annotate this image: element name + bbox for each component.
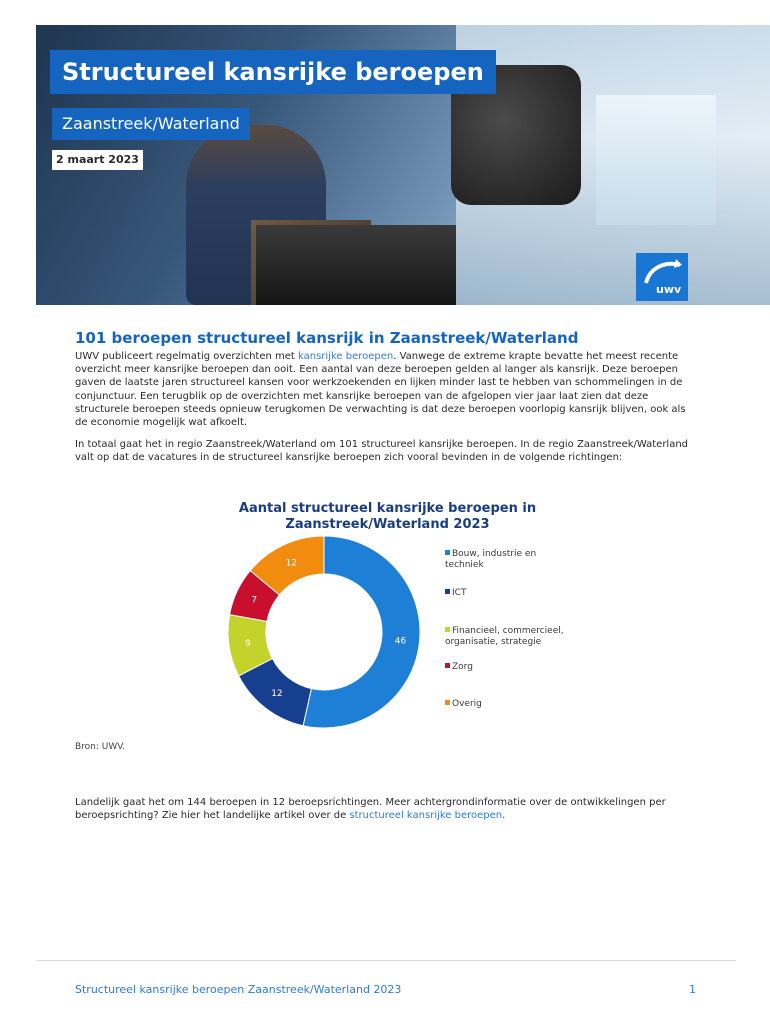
footer-title: Structureel kansrijke beroepen Zaanstreek/Waterland 2023 (75, 983, 402, 996)
region-label: Zaanstreek/Waterland (52, 108, 250, 140)
region-paragraph: In totaal gaat het in regio Zaanstreek/Waterland om 101 structureel kansrijke beroepen. In de regio Zaanstreek/Waterland valt op dat de vacatures in de structureel kansrijke beroepen zich vooral bevinden in de volgende richtingen: (75, 439, 689, 464)
legend-swatch (445, 700, 450, 705)
page-number: 1 (689, 983, 696, 996)
donut-chart (227, 540, 427, 724)
page-title: Structureel kansrijke beroepen (50, 50, 496, 94)
slice-value-label: 12 (271, 688, 283, 699)
slice-value-label: 12 (285, 558, 298, 569)
legend-item-zorg: Zorg (445, 662, 565, 673)
intro-paragraph: UWV publiceert regelmatig overzichten met kansrijke beroepen. Vanwege de extreme krapte bevatte het meest recente overzicht meer kansrijke beroepen dan ooit. Een aantal van deze beroepen gelden al langer als kansrijk. Deze beroepen gaven de laatste jaren structureel kansen voor werkzoekenden en lijken minder last te hebben van schommelingen in de conjunctuur. Een terugblik op de overzichten met kansrijke beroepen van de afgelopen vier jaar laat zien dat deze structurele beroepen steeds opnieuw terugkomen De verwachting is dat deze beroepen voorlopig kansrijk blijven, ook als de economie mogelijk wat afkoelt. (75, 351, 686, 429)
publication-date: 2 maart 2023 (52, 150, 143, 170)
legend-item-ict: ICT (445, 588, 565, 599)
national-paragraph: Landelijk gaat het om 144 beroepen in 12 beroepsrichtingen. Meer achtergrondinformatie over de ontwikkelingen per beroepsrichting? Zie hier het landelijke artikel over de structureel kansrijke beroepen. (75, 797, 666, 822)
legend-item-bouw: Bouw, industrie en techniek (445, 549, 537, 570)
slice-value-label: 7 (251, 595, 258, 606)
legend-item-financieel: Financieel, commercieel, organisatie, strategie (445, 626, 564, 647)
slice-value-label: 46 (394, 636, 407, 647)
section-heading: 101 beroepen structureel kansrijk in Zaanstreek/Waterland (75, 329, 579, 347)
legend-swatch (445, 663, 450, 668)
logo-text: uwv (656, 283, 682, 296)
legend-swatch (445, 589, 450, 594)
structureel-kansrijke-beroepen-link[interactable]: structureel kansrijke beroepen (349, 810, 503, 822)
chart-title: Aantal structureel kansrijke beroepen in Zaanstreek/Waterland 2023 (238, 501, 537, 532)
kansrijke-beroepen-link[interactable]: kansrijke beroepen (298, 351, 394, 362)
legend-item-overig: Overig (445, 699, 565, 710)
uwv-logo (636, 253, 688, 301)
legend-swatch (445, 550, 450, 555)
footer-divider (36, 960, 736, 961)
legend-swatch (445, 627, 450, 632)
chart-source: Bron: UWV. (75, 742, 126, 752)
slice-value-label: 9 (244, 639, 251, 650)
